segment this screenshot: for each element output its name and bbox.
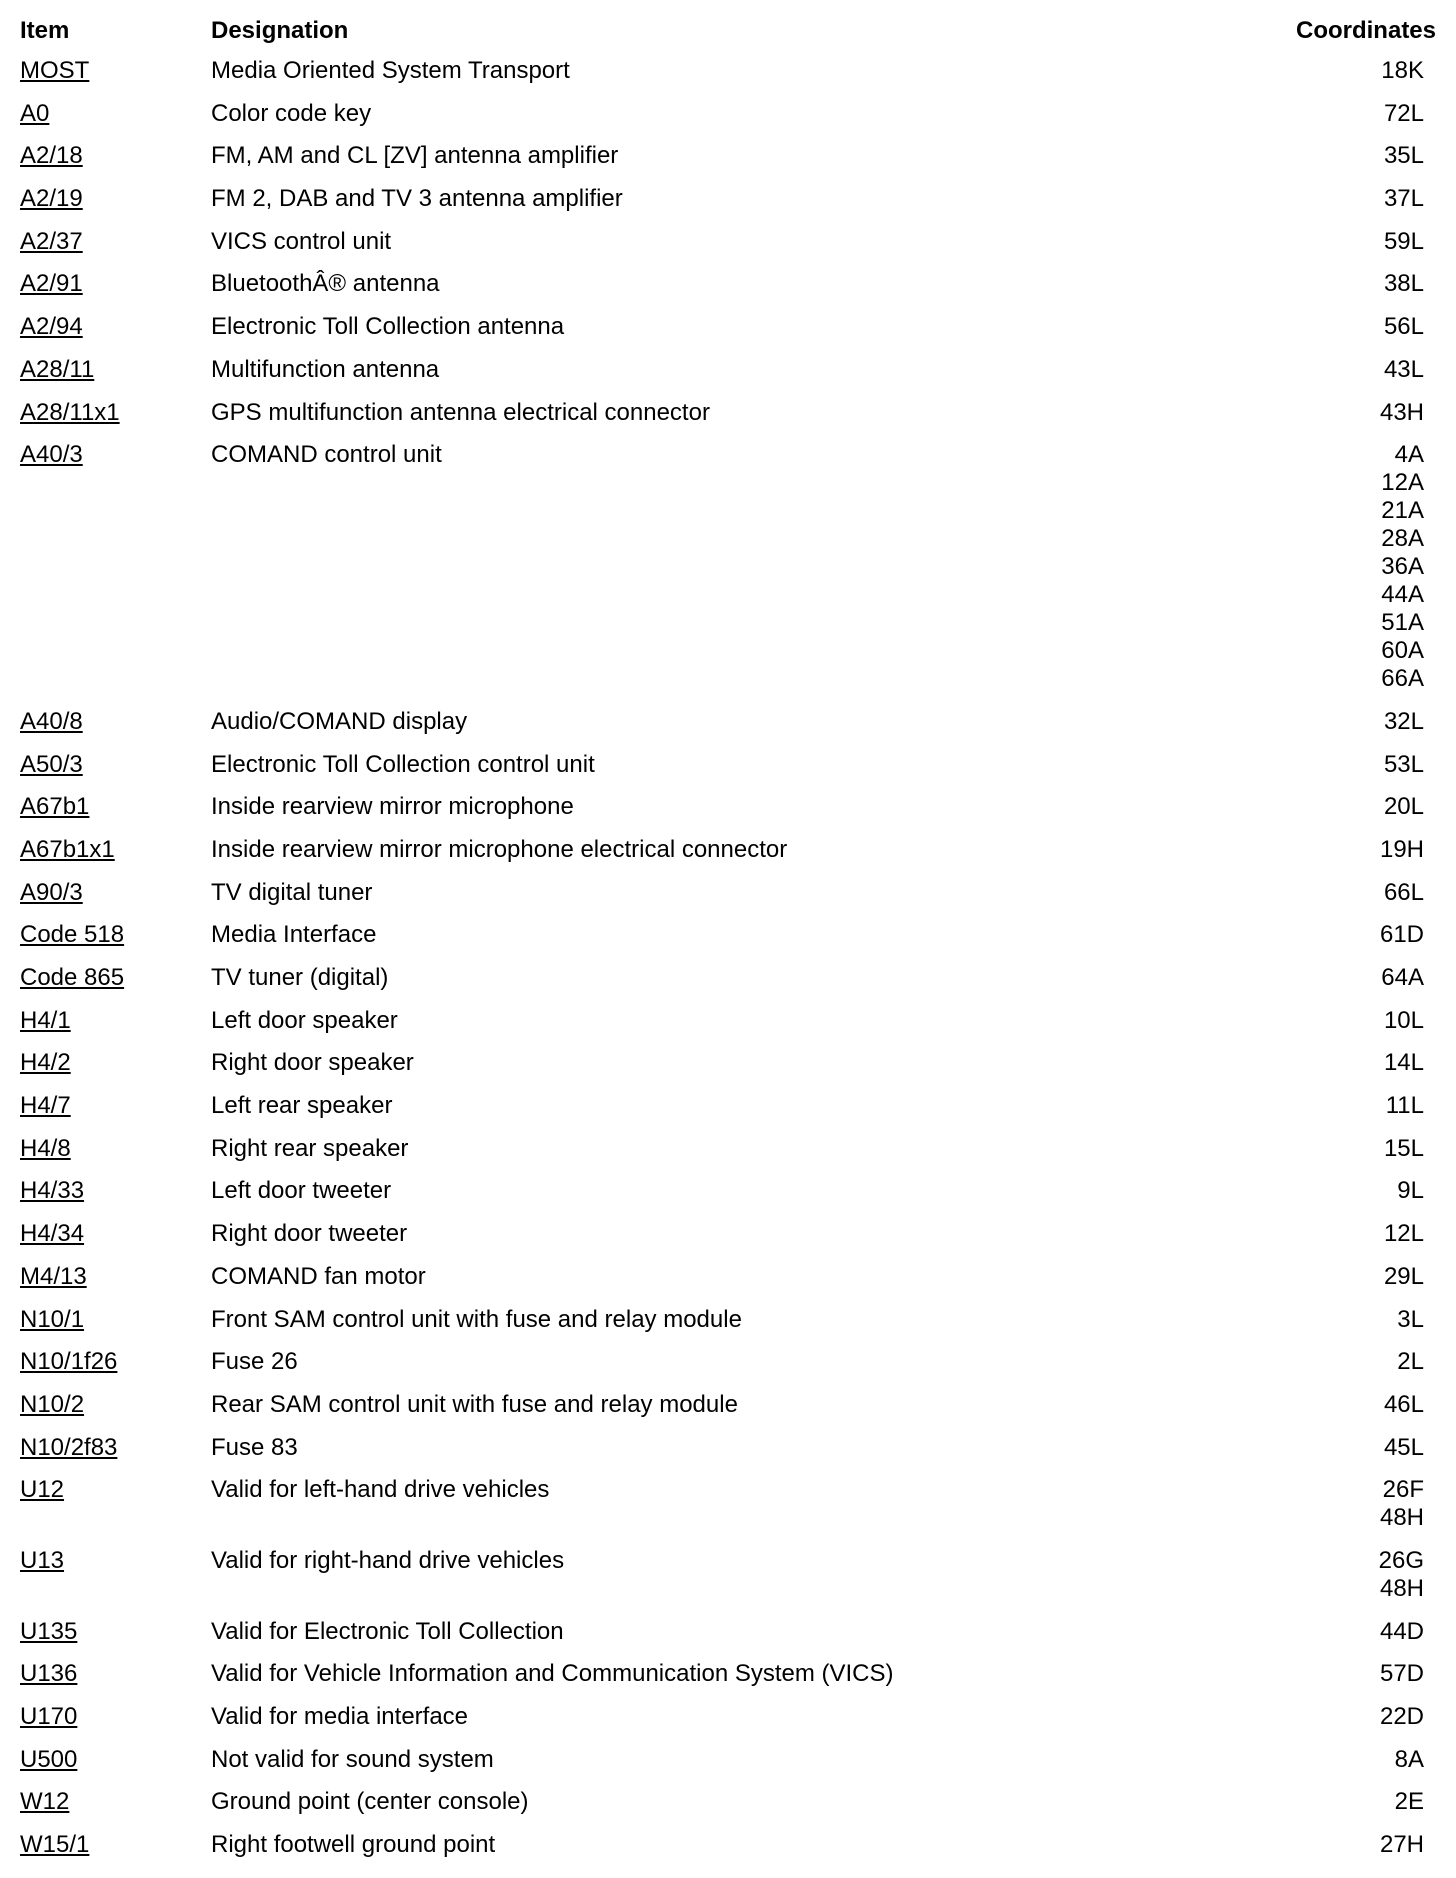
item-link[interactable]: A67b1x1 [20, 835, 115, 863]
coordinate-value: 26G [1378, 1546, 1424, 1574]
table-row [0, 789, 1456, 832]
designation-text: Multifunction antenna [211, 355, 440, 383]
item-link[interactable]: H4/34 [20, 1220, 85, 1248]
coordinate-value: 44A [1381, 581, 1424, 609]
coordinate-value: 8A [1394, 1745, 1424, 1773]
coordinate-value: 66L [1383, 878, 1424, 906]
item-link[interactable]: U135 [20, 1617, 78, 1645]
coordinate-value: 22D [1379, 1703, 1424, 1730]
table-row [0, 1543, 1456, 1614]
coordinate-value: 20L [1383, 793, 1424, 821]
coordinates-cell [1384, 313, 1424, 341]
coordinate-value: 64A [1381, 964, 1424, 991]
designation-text: COMAND control unit [211, 441, 442, 469]
designation-text: TV digital tuner [211, 878, 373, 906]
coordinates-cell [1384, 793, 1424, 821]
item-link[interactable]: H4/1 [20, 1006, 71, 1034]
table-row [0, 138, 1456, 181]
table-row [0, 1259, 1456, 1302]
table-header [0, 14, 1456, 48]
coordinates-cell [1386, 1092, 1424, 1120]
item-link[interactable]: H4/7 [20, 1092, 71, 1120]
coordinates-cell [1381, 964, 1424, 992]
coordinates-cell [1384, 1220, 1424, 1248]
item-link[interactable]: U136 [20, 1660, 78, 1688]
item-link[interactable]: A40/8 [20, 707, 83, 735]
coordinate-value: 53L [1383, 750, 1424, 778]
coordinates-cell [1380, 1703, 1424, 1731]
coordinate-value: 56L [1383, 313, 1424, 341]
table-row [0, 1614, 1456, 1657]
designation-text: Fuse 26 [211, 1348, 298, 1376]
item-link[interactable]: W12 [20, 1788, 70, 1816]
item-link[interactable]: A2/91 [20, 270, 83, 298]
item-link[interactable]: Code 865 [20, 964, 125, 991]
coordinate-value: 18K [1381, 57, 1424, 84]
table-row [0, 224, 1456, 267]
coordinate-value: 15L [1383, 1134, 1424, 1162]
column-header-designation: Designation [211, 17, 349, 44]
table-row [0, 96, 1456, 139]
coordinates-cell [1397, 1306, 1424, 1334]
item-link[interactable]: H4/8 [20, 1134, 71, 1162]
designation-text: Valid for Electronic Toll Collection [211, 1617, 564, 1645]
coordinates-cell [1381, 57, 1424, 85]
item-link[interactable]: A28/11x1 [20, 398, 120, 426]
table-row [0, 1302, 1456, 1345]
coordinate-value: 12A [1381, 469, 1424, 497]
coordinates-cell [1380, 399, 1424, 427]
item-link[interactable]: M4/13 [20, 1262, 87, 1290]
coordinates-cell [1380, 1476, 1424, 1532]
coordinate-value: 66A [1381, 665, 1424, 693]
table-row [0, 1344, 1456, 1387]
item-link[interactable]: U13 [20, 1546, 65, 1574]
designation-text: Valid for media interface [211, 1703, 469, 1730]
coordinate-value: 44D [1379, 1617, 1424, 1645]
designation-text: Right footwell ground point [211, 1831, 496, 1859]
table-row [0, 1003, 1456, 1046]
coordinates-cell [1384, 751, 1424, 779]
designation-text: TV tuner (digital) [211, 964, 389, 991]
table-row [0, 181, 1456, 224]
table-row [0, 437, 1456, 704]
designation-text: GPS multifunction antenna electrical connector [211, 398, 710, 426]
coordinate-value: 46L [1383, 1390, 1424, 1418]
coordinates-cell [1384, 1007, 1424, 1035]
coordinate-value: 26F [1382, 1476, 1424, 1504]
coordinate-value: 43H [1379, 398, 1424, 426]
table-row [0, 1742, 1456, 1785]
designation-text: COMAND fan motor [211, 1262, 426, 1290]
coordinate-value: 32L [1383, 707, 1424, 735]
item-link[interactable]: N10/1f26 [20, 1348, 118, 1376]
table-row [0, 1472, 1456, 1543]
coordinates-cell [1384, 228, 1424, 256]
coordinate-value: 60A [1381, 637, 1424, 665]
coordinate-value: 37L [1383, 185, 1424, 213]
designation-text: BluetoothÂ® antenna [211, 270, 440, 298]
table-row [0, 1216, 1456, 1259]
coordinate-value: 19H [1379, 835, 1424, 863]
designation-text: Valid for right-hand drive vehicles [211, 1546, 565, 1574]
coordinate-value: 4A [1394, 441, 1424, 469]
designation-text: Color code key [211, 99, 372, 127]
designation-text: Inside rearview mirror microphone electrical connector [211, 835, 788, 863]
coordinate-value: 59L [1383, 227, 1424, 255]
item-link[interactable]: MOST [20, 57, 90, 84]
item-link[interactable]: A2/18 [20, 142, 83, 170]
column-header-item: Item [20, 17, 70, 44]
designation-text: FM 2, DAB and TV 3 antenna amplifier [211, 185, 623, 213]
item-link[interactable]: U500 [20, 1745, 78, 1773]
table-row [0, 1045, 1456, 1088]
designation-text: Front SAM control unit with fuse and relay module [211, 1305, 742, 1333]
coordinates-cell [1380, 1831, 1424, 1859]
table-row [0, 53, 1456, 96]
designation-text: Media Interface [211, 921, 377, 949]
item-link[interactable]: A2/94 [20, 313, 83, 341]
item-link[interactable]: N10/1 [20, 1305, 85, 1333]
item-link[interactable]: W15/1 [20, 1831, 90, 1859]
coordinates-cell [1384, 142, 1424, 170]
item-link[interactable]: A90/3 [20, 878, 83, 906]
table-row [0, 960, 1456, 1003]
table-row [0, 832, 1456, 875]
coordinate-value: 2E [1394, 1788, 1424, 1816]
table-row [0, 1827, 1456, 1870]
designation-text: Media Oriented System Transport [211, 57, 570, 84]
designation-text: Right door tweeter [211, 1220, 408, 1248]
coordinate-value: 51A [1381, 609, 1424, 637]
coordinates-cell [1384, 1391, 1424, 1419]
table-row [0, 266, 1456, 309]
table-row [0, 352, 1456, 395]
designation-text: Right door speaker [211, 1049, 414, 1077]
designation-text: FM, AM and CL [ZV] antenna amplifier [211, 142, 619, 170]
coordinate-value: 36A [1381, 553, 1424, 581]
designation-text: Audio/COMAND display [211, 707, 468, 735]
coordinate-value: 43L [1383, 355, 1424, 383]
item-link[interactable]: U170 [20, 1703, 78, 1730]
table-row [0, 309, 1456, 352]
coordinates-cell [1384, 879, 1424, 907]
coordinate-value: 61D [1379, 921, 1424, 949]
table-row [0, 1173, 1456, 1216]
coordinate-value: 21A [1381, 497, 1424, 525]
coordinates-cell [1384, 356, 1424, 384]
item-link[interactable]: U12 [20, 1476, 65, 1504]
designation-text: Right rear speaker [211, 1134, 409, 1162]
designation-text: VICS control unit [211, 227, 392, 255]
table-row [0, 1430, 1456, 1473]
item-link[interactable]: A2/19 [20, 185, 83, 213]
coordinates-cell [1384, 1434, 1424, 1462]
table-row [0, 1699, 1456, 1742]
coordinates-cell [1380, 1618, 1424, 1646]
item-link[interactable]: N10/2 [20, 1390, 85, 1418]
designation-text: Fuse 83 [211, 1433, 298, 1461]
coordinate-value: 45L [1383, 1433, 1424, 1461]
coordinate-value: 57D [1379, 1660, 1424, 1688]
table-row [0, 395, 1456, 438]
coordinate-value: 11L [1385, 1092, 1424, 1120]
coordinate-value: 48H [1379, 1504, 1424, 1532]
coordinates-cell [1384, 270, 1424, 298]
table-row [0, 704, 1456, 747]
coordinate-value: 9L [1397, 1177, 1424, 1205]
column-header-coordinates: Coordinates [1295, 17, 1436, 44]
designation-text: Valid for left-hand drive vehicles [211, 1476, 550, 1504]
table-row [0, 917, 1456, 960]
coordinates-cell [1395, 1788, 1424, 1816]
designation-text: Left rear speaker [211, 1092, 393, 1120]
coordinate-value: 48H [1379, 1574, 1424, 1602]
coordinate-value: 35L [1383, 142, 1424, 170]
coordinates-cell [1381, 441, 1424, 693]
coordinates-cell [1384, 708, 1424, 736]
table-row [0, 1088, 1456, 1131]
designation-text: Electronic Toll Collection control unit [211, 750, 595, 778]
designation-text: Valid for Vehicle Information and Communication System (VICS) [211, 1660, 894, 1688]
coordinate-value: 2L [1397, 1348, 1424, 1376]
coordinate-value: 27H [1379, 1831, 1424, 1859]
designation-text: Inside rearview mirror microphone [211, 793, 574, 821]
coordinate-value: 72L [1383, 99, 1424, 127]
coordinates-cell [1397, 1348, 1424, 1376]
coordinates-cell [1380, 836, 1424, 864]
coordinates-cell [1384, 1049, 1424, 1077]
item-link[interactable]: H4/2 [20, 1049, 71, 1077]
table-row [0, 1656, 1456, 1699]
table-row [0, 1131, 1456, 1174]
coordinates-cell [1395, 1746, 1424, 1774]
coordinate-value: 38L [1383, 270, 1424, 298]
coordinate-value: 3L [1397, 1305, 1424, 1333]
table-row [0, 747, 1456, 790]
coordinate-value: 14L [1383, 1049, 1424, 1077]
designation-text: Not valid for sound system [211, 1745, 494, 1773]
item-link[interactable]: A67b1 [20, 793, 90, 821]
item-link[interactable]: A28/11 [20, 355, 95, 383]
coordinate-value: 10L [1383, 1006, 1424, 1034]
table-row [0, 1784, 1456, 1827]
coordinates-cell [1384, 1135, 1424, 1163]
coordinate-value: 28A [1381, 525, 1424, 553]
item-link[interactable]: Code 518 [20, 921, 125, 949]
legend-table-body [0, 53, 1456, 1870]
designation-text: Ground point (center console) [211, 1788, 529, 1816]
item-link[interactable]: N10/2f83 [20, 1433, 118, 1461]
item-link[interactable]: H4/33 [20, 1177, 85, 1205]
coordinates-cell [1384, 100, 1424, 128]
table-row [0, 1387, 1456, 1430]
designation-text: Left door speaker [211, 1006, 398, 1034]
coordinates-cell [1384, 185, 1424, 213]
coordinates-cell [1397, 1177, 1424, 1205]
designation-text: Electronic Toll Collection antenna [211, 313, 565, 341]
coordinate-value: 29L [1383, 1262, 1424, 1290]
item-link[interactable]: A0 [20, 99, 50, 127]
item-link[interactable]: A40/3 [20, 441, 83, 469]
coordinates-cell [1384, 1263, 1424, 1291]
table-row [0, 875, 1456, 918]
coordinate-value: 12L [1383, 1220, 1424, 1248]
designation-text: Rear SAM control unit with fuse and relay module [211, 1390, 738, 1418]
coordinates-cell [1379, 1547, 1424, 1603]
coordinates-cell [1380, 1660, 1424, 1688]
item-link[interactable]: A2/37 [20, 227, 83, 255]
item-link[interactable]: A50/3 [20, 750, 83, 778]
coordinates-cell [1380, 921, 1424, 949]
designation-text: Left door tweeter [211, 1177, 392, 1205]
